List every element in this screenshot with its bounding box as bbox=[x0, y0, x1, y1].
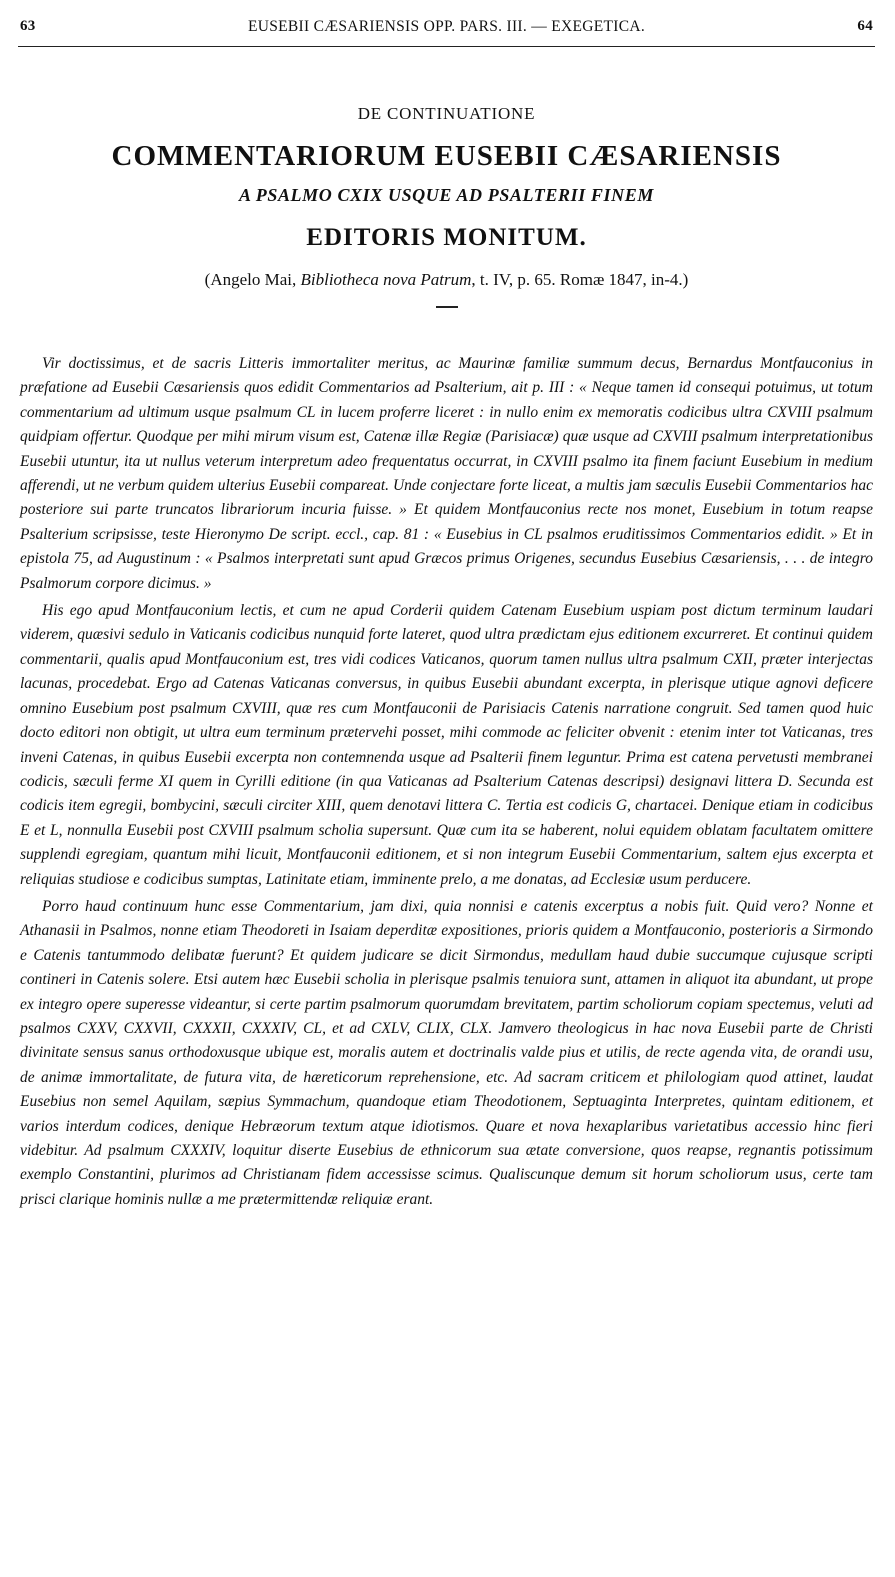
running-header bbox=[20, 18, 873, 44]
source-prefix: (Angelo Mai, bbox=[204, 270, 301, 289]
source-citation bbox=[20, 266, 873, 294]
heading-commentariorum: COMMENTARIORUM EUSEBII CÆSARIENSIS bbox=[111, 140, 782, 172]
page-number-left: 63 bbox=[20, 18, 36, 34]
heading-psalmo: A PSALMO CXIX USQUE AD PSALTERII FINEM bbox=[239, 185, 654, 205]
paragraph-3: Porro haud continuum hunc esse Commentarium, jam dixi, quia nonnisi e catenis excerptus a nobis fuit. Quid vero? Nonne et Athanasii in Psalmos, nonne etiam Theodoreti in Isaiam deperditæ expositiones, prioris quidem a Montfauconio, posterioris a Sirmondo e Catenis tantummodo delibatæ fuerunt? Et quidem judicare se dicit Sirmondus, medullam haud dubie succumque cujusque scripti contineri in Catenis solere. Etsi autem hæc Eusebii scholia in plerisque psalmis tenuiora sunt, attamen in aliquot ita abundant, ut prope ex integro opere superesse videantur, si certe partim psalmorum quorumdam brevitatem, partim scholiorum copiam spectemus, veluti ad psalmos CXXV, CXXVII, CXXXII, CXXXIV, CL, et ad CXLV, CLIX, CLX. Jamvero theologicus in hac nova Eusebii parte de Christi divinitate sensus sanus orthodoxusque ubique est, moralis autem et doctrinalis valde pius et utilis, de recte agenda vita, de orandi usu, de animæ immortalitate, de futura vita, de hæreticorum reprehensione, etc. Ad sacram criticem et philologiam quod attinet, laudat Eusebius non semel Aquilam, sæpius Symmachum, quandoque etiam Theodotionem, Septuaginta Interpretes, quintam editionem, et varios interdum codices, denique Hebræorum textum atque idiotismos. Quare et nova hexaplaribus varietatibus accessio hinc fieri videbitur. Ad psalmum CXXXIV, loquitur diserte Eusebius de ethnicorum sua ætate conversione, quos reapse, regnantis potissimum exemplo Constantini, plurimos ad Christianam fidem accessisse scimus. Qualiscunque demum sit horum scholiorum usus, certe tam prisci clarique hominis nullæ a me prætermittendæ reliquiæ erant. bbox=[20, 897, 873, 1208]
section-dash bbox=[436, 306, 458, 308]
page-number-right: 64 bbox=[857, 18, 873, 34]
header-rule bbox=[18, 46, 875, 47]
body-text bbox=[20, 352, 873, 1215]
paragraph-1: Vir doctissimus, et de sacris Litteris immortaliter meritus, ac Maurinæ familiæ summum decus, Bernardus Montfauconius in præfatione ad Eusebii Cæsariensis quos edidit Commentarios ad Psalterium, ait p. III : « Neque tamen id consequi potuimus, ut totum commentarium ad ultimum usque psalmum CL in lucem proferre liceret : in nullo enim ex memoratis codicibus ultra CXVIII psalmum quidpiam offertur. Quodque per mihi mirum visum est, Catenæ illæ Regiæ (Parisiacæ) quæ usque ad CXVIII psalmum interpretationibus Eusebii utuntur, ita ut nullus veterum interpretum adeo frequentatus occurrat, in CXVIII psalmo ita finem faciunt Eusebium in medium afferendi, ut ne verbum quidem ulterius Eusebii compareat. Unde conjectare forte liceat, a multis jam sæculis Eusebii Commentarios hac posteriore sui parte truncatos librariorum incuria fuisse. » Et quidem Montfauconius recte nos monet, Eusebium in totum reapse Psalterium scripsisse, teste Hieronymo De script. eccl., cap. 81 : « Eusebius in CL psalmos eruditissimos Commentarios edidit. » Et in epistola 75, ad Augustinum : « Psalmos interpretati sunt apud Græcos primus Origenes, secundus Eusebius Cæsariensis, . . . de integro Psalmorum corpore dicimus. » bbox=[20, 355, 873, 592]
source-suffix: , t. IV, p. 65. Romæ 1847, in-4.) bbox=[471, 270, 689, 289]
heading-continuatione: DE CONTINUATIONE bbox=[357, 104, 536, 123]
heading-editoris-monitum: EDITORIS MONITUM. bbox=[306, 224, 587, 251]
running-title: EUSEBII CÆSARIENSIS OPP. PARS. III. — EXEGETICA. bbox=[247, 18, 646, 35]
heading-block bbox=[20, 100, 873, 308]
paragraph-2: His ego apud Montfauconium lectis, et cum ne apud Corderii quidem Catenam Eusebium uspiam post dictum terminum laudari viderem, quæsivi sedulo in Vaticanis codicibus nunquid forte lateret, quod ultra prædictam ejus editionem excurreret. Et continui quidem commentarii, qualis apud Montfauconium est, tres vidi codices Vaticanos, quorum tamen nullus ultra psalmum CXII, præter interjectas lacunas, procedebat. Ergo ad Catenas Vaticanas conversus, in quibus Eusebii abundant excerpta, in plerisque utique agnovi deficere omnino Eusebium post psalmum CXVIII, quæ res cum Montfauconii de Parisiacis Catenis narratione congruit. Sed tamen quod huic docto editori non obtigit, ut ultra eum terminum prætervehi posset, mihi commode ac feliciter obvenit : etenim inter tot Vaticanas, tres inveni Catenas, in quibus Eusebii excerpta non contemnenda usque ad Psalterii finem leguntur. Prima est catena pervetusti membranei codicis, sæculi ferme XI quem in Cyrilli editione (in qua Vaticanas ad Psalterium Catenas descripsi) designavi littera D. Secunda est codicis item egregii, bombycini, sæculi circiter XIII, quem denotavi littera C. Tertia est codicis G, chartacei. Denique etiam in codicibus E et L, nonnulla Eusebii post CXVIII psalmum scholia supersunt. Quæ cum ita se haberent, nolui equidem oblatam facultatem omittere supplendi egregiam, quantum mihi licuit, Montfauconii editionem, et si non integrum Eusebii Commentarium, saltem ejus excerpta et reliquias studiose e codicibus sumptas, Latinitate etiam, imminente prelo, a me donatas, ad Ecclesiæ usum perducere. bbox=[20, 602, 873, 888]
source-title: Bibliotheca nova Patrum bbox=[300, 270, 472, 289]
